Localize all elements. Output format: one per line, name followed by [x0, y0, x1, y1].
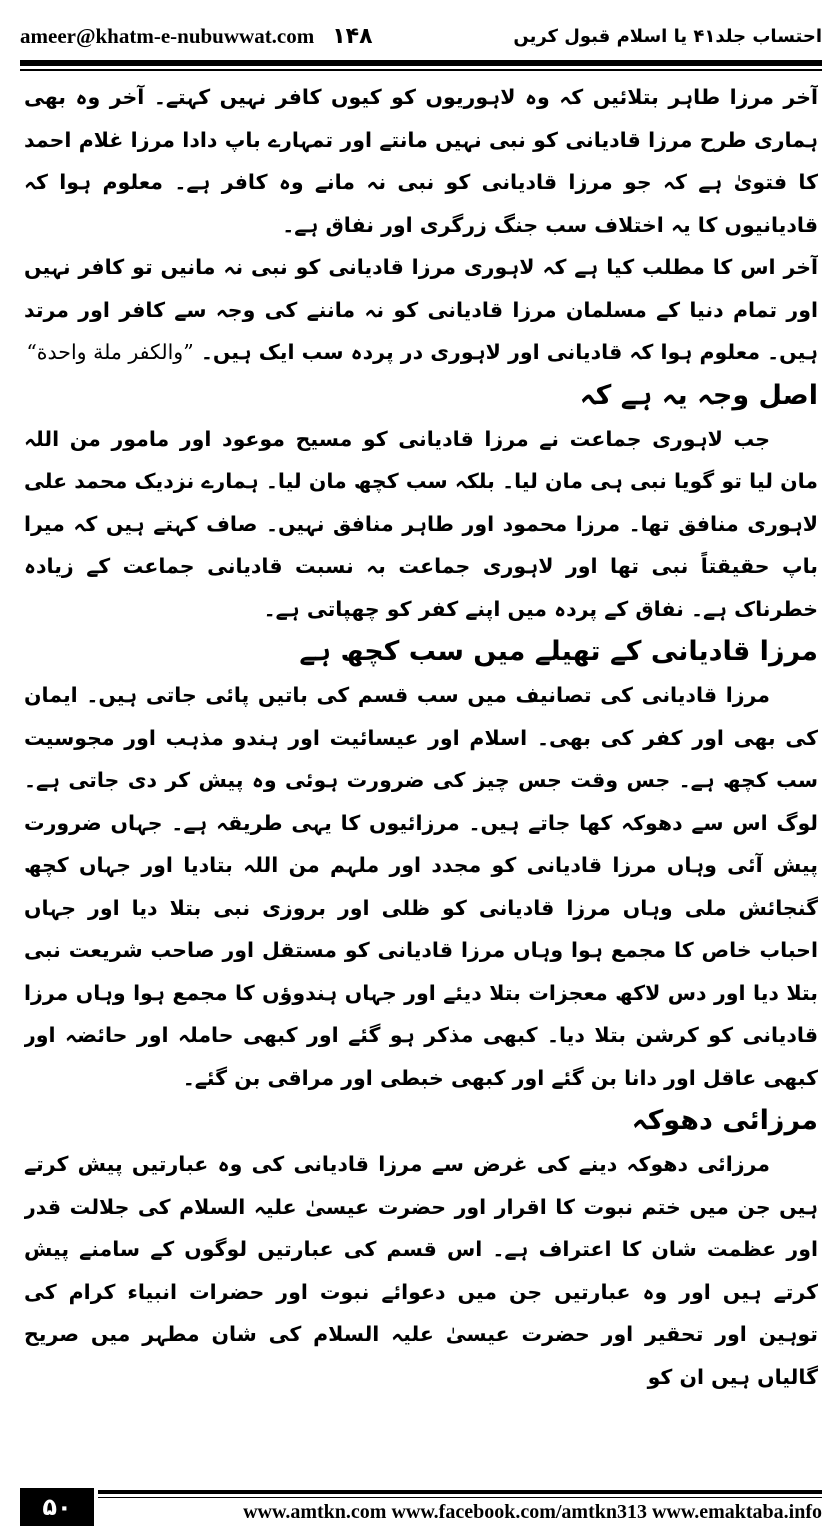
header-page-number: ۱۴۸ [332, 23, 373, 49]
paragraph-3: جب لاہوری جماعت نے مرزا قادیانی کو مسیح موعود اور مامور من اللہ مان لیا تو گویا نبی ہی مان لیا۔ بلکہ سب کچھ مان لیا۔ ہمارے نزدیک محمد علی لاہوری منافق تھا۔ مرزا محمود اور طاہر منافق نہیں۔ صاف کہتے ہیں کہ میرا باپ حقیقتاً نبی تھا اور لاہوری جماعت بہ نسبت قادیانی جماعت کے زیادہ خطرناک ہے۔ نفاق کے پردہ میں اپنے کفر کو چھپاتی ہے۔ [24, 426, 818, 621]
page-body [24, 76, 818, 1478]
header-rule-thin [20, 69, 822, 71]
heading-mirzai-dhoka: مرزائی دھوکہ [631, 1105, 818, 1136]
header-book-title: احتساب جلد۴۱ یا اسلام قبول کریں [513, 25, 822, 47]
paragraph-2 [24, 246, 818, 374]
footer-rule-thin [98, 1497, 822, 1498]
paragraph-1: آخر مرزا طاہر بتلائیں کہ وہ لاہوریوں کو کیوں کافر نہیں کہتے۔ آخر وہ بھی ہماری طرح مرزا قادیانی کو نبی نہیں مانتے اور تمہارے باپ دادا مرزا غلام احمد کا فتویٰ ہے کہ جو مرزا قادیانی کو نبی نہ مانے وہ کافر ہے۔ معلوم ہوا کہ قادیانیوں کا یہ اختلاف سب جنگ زرگری اور نفاق ہے۔ [24, 85, 818, 237]
paragraph-2-arabic-quote: ”والکفر ملة واحدة“ [26, 340, 194, 364]
heading-thaile: مرزا قادیانی کے تھیلے میں سب کچھ ہے [299, 636, 818, 667]
paragraph-5: مرزائی دھوکہ دینے کی غرض سے مرزا قادیانی کی وہ عبارتیں پیش کرتے ہیں جن میں ختم نبوت کا اقرار اور حضرت عیسیٰ علیہ السلام کی جلالت قدر اور عظمت شان کا اعتراف ہے۔ اس قسم کی عبارتیں لوگوں کے سامنے پیش کرتے ہیں اور وہ عبارتیں جن میں دعوائے نبوت اور حضرات انبیاء کرام کی توہین اور تحقیر اور حضرت عیسیٰ علیہ السلام کی شان مطہر میں صریح گالیاں ہیں ان کو [24, 1152, 818, 1389]
footer-page-number: ۵۰ [20, 1488, 94, 1526]
paragraph-4: مرزا قادیانی کی تصانیف میں سب قسم کی باتیں پائی جاتی ہیں۔ ایمان کی بھی اور کفر کی بھی۔ اسلام اور عیسائیت اور ہندو مذہب اور مجوسیت سب کچھ ہے۔ جس وقت جس چیز کی ضرورت ہوئی وہ پیش کر دی جاتی ہے۔ لوگ اس سے دھوکہ کھا جاتے ہیں۔ مرزائیوں کا یہی طریقہ ہے۔ جہاں ضرورت پیش آئی وہاں مرزا قادیانی کو مجدد اور ملہم من اللہ بتادیا اور جہاں کچھ گنجائش ملی وہاں مرزا قادیانی کو ظلی اور بروزی نبی بتلا دیا اور جہاں احباب خاص کا مجمع ہوا وہاں مرزا قادیانی کو مستقل اور صاحب شریعت نبی بتلا دیا اور دس لاکھ معجزات بتلا دیئے اور جہاں ہندوؤں کا مجمع ہوا وہاں مرزا قادیانی کو کرشن بتلا دیا۔ کبھی مذکر ہو گئے اور کبھی حاملہ اور حائضہ اور کبھی عاقل اور دانا بن گئے اور کبھی خبطی اور مراقی بن گئے۔ [24, 683, 818, 1090]
page-footer [20, 1488, 822, 1530]
header-rule-thick [20, 60, 822, 66]
footer-links: www.amtkn.com www.facebook.com/amtkn313 www.emaktaba.info [243, 1501, 822, 1523]
page-header [20, 14, 822, 58]
paragraph-2-text: آخر اس کا مطلب کیا ہے کہ لاہوری مرزا قادیانی کو نبی نہ مانیں تو کافر نہیں اور تمام دنیا کے مسلمان مرزا قادیانی کو نہ ماننے کی وجہ سے کافر اور مرتد ہیں۔ معلوم ہوا کہ قادیانی اور لاہوری در پردہ سب ایک ہیں۔ [24, 255, 818, 364]
header-email: ameer@khatm-e-nubuwwat.com [20, 23, 315, 48]
header-left [20, 24, 373, 49]
heading-asl-wajah: اصل وجہ یہ ہے کہ [579, 379, 818, 411]
footer-rule-thick [98, 1490, 822, 1494]
